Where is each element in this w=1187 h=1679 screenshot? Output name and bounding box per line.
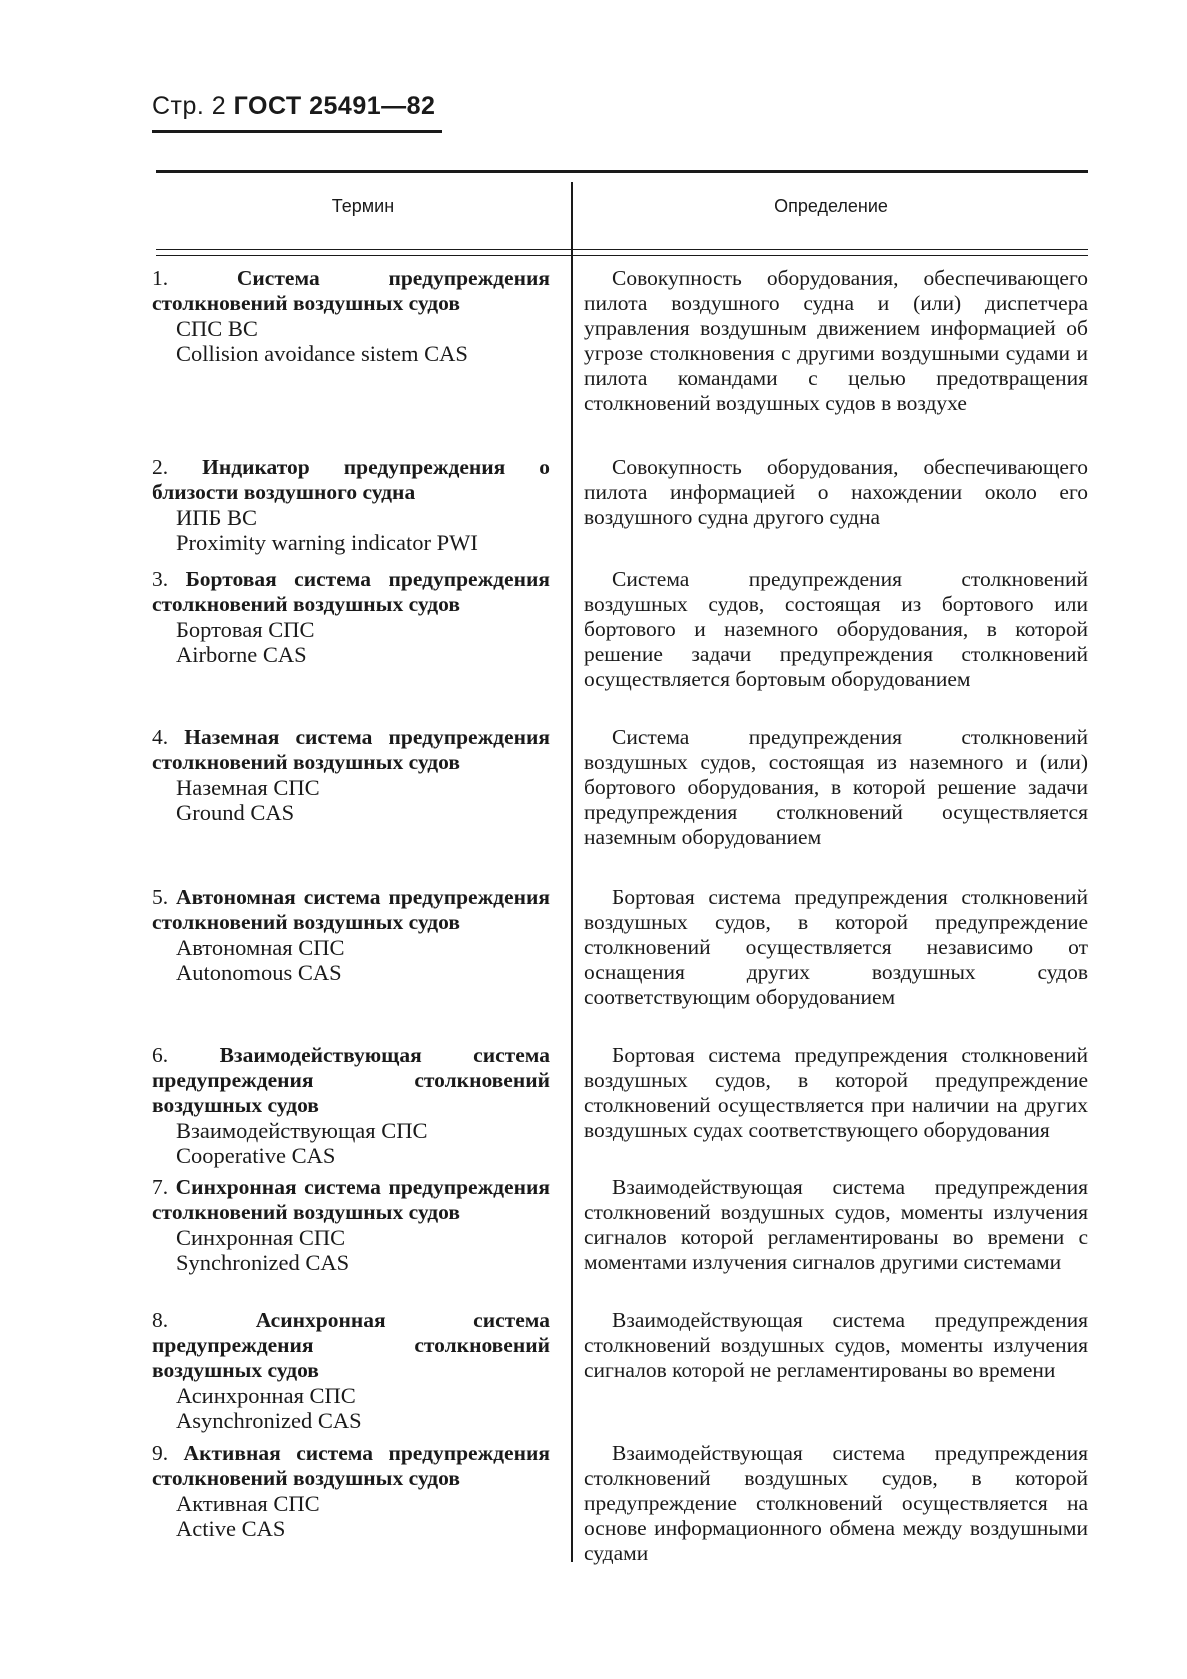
- term-title: [152, 266, 550, 316]
- column-header-term: Термин: [331, 196, 395, 216]
- definition-entry: [584, 885, 1088, 1010]
- term-english: Asynchronized CAS: [176, 1408, 362, 1433]
- term-number: 1.: [152, 266, 169, 290]
- term-abbreviation: Активная СПС: [176, 1491, 320, 1516]
- term-english: Autonomous CAS: [176, 960, 342, 985]
- term-english: Collision avoidance sistem CAS: [176, 341, 468, 366]
- term-title: [152, 567, 550, 617]
- term-entry: [152, 455, 550, 555]
- definition-text: Совокупность оборудования, обеспечивающего пилота информацией о нахождении около его воздушного судна другого судна: [584, 455, 1088, 529]
- term-name: Автономная система предупреждения столкновений воздушных судов: [152, 885, 551, 934]
- definition-entry: [584, 567, 1088, 692]
- term-entry: [152, 885, 550, 985]
- term-number: 9.: [152, 1441, 169, 1465]
- definition-text: Бортовая система предупреждения столкновений воздушных судов, в которой предупреждение столкновений осуществляется независимо от оснащения других воздушных судов соответствующим оборудованием: [584, 885, 1088, 1009]
- column-divider: [571, 182, 573, 1562]
- term-abbreviation: Асинхронная СПС: [176, 1383, 356, 1408]
- header-underline: [152, 130, 442, 133]
- term-title: [152, 455, 550, 505]
- term-number: 6.: [152, 1043, 169, 1067]
- term-entry: [152, 1441, 550, 1541]
- term-name: Индикатор предупреждения о близости воздушного судна: [152, 455, 551, 504]
- page-header: [152, 92, 435, 121]
- term-number: 5.: [152, 885, 169, 909]
- definition-text: Система предупреждения столкновений воздушных судов, состоящая из бортового или бортового и наземного оборудования, в которой решение задачи предупреждения столкновений осуществляется бортовым оборудованием: [584, 567, 1088, 691]
- term-name: Активная система предупреждения столкновений воздушных судов: [152, 1441, 550, 1490]
- term-abbreviation: Синхронная СПС: [176, 1225, 346, 1250]
- definition-text: Взаимодействующая система предупреждения столкновений воздушных судов, моменты излучения сигналов которой не регламентированы во времени: [584, 1308, 1088, 1382]
- term-abbreviation: Наземная СПС: [176, 775, 320, 800]
- term-entry: [152, 266, 550, 366]
- term-entry: [152, 567, 550, 667]
- term-name: Синхронная система предупреждения столкновений воздушных судов: [152, 1175, 550, 1224]
- term-entry: [152, 725, 550, 825]
- term-title: [152, 1175, 550, 1225]
- column-header-definition: Определение: [774, 196, 888, 216]
- definition-text: Взаимодействующая система предупреждения столкновений воздушных судов, в которой предупреждение столкновений осуществляется на основе информационного обмена между воздушными судами: [584, 1441, 1088, 1565]
- term-english: Active CAS: [176, 1516, 286, 1541]
- term-abbreviation: ИПБ ВС: [176, 505, 258, 530]
- definition-text: Бортовая система предупреждения столкновений воздушных судов, в которой предупреждение столкновений осуществляется при наличии на других воздушных судах соответствующего оборудования: [584, 1043, 1088, 1142]
- term-number: 2.: [152, 455, 169, 479]
- term-title: [152, 725, 550, 775]
- term-name: Система предупреждения столкновений воздушных судов: [152, 266, 550, 315]
- definition-text: Взаимодействующая система предупреждения столкновений воздушных судов, моменты излучения сигналов которой регламентированы во времени с моментами излучения сигналов другими системами: [584, 1175, 1088, 1274]
- term-english: Synchronized CAS: [176, 1250, 350, 1275]
- header-double-rule-top: [156, 249, 1088, 250]
- term-english: Proximity warning indicator PWI: [176, 530, 478, 555]
- definition-text: Система предупреждения столкновений воздушных судов, состоящая из наземного и (или) бортового оборудования, в которой решение задачи предупреждения столкновений осуществляется наземным оборудованием: [584, 725, 1088, 849]
- term-number: 3.: [152, 567, 169, 591]
- term-number: 7.: [152, 1175, 169, 1199]
- term-abbreviation: СПС ВС: [176, 316, 258, 341]
- term-title: [152, 885, 550, 935]
- term-title: [152, 1441, 550, 1491]
- term-name: Асинхронная система предупреждения столкновений воздушных судов: [152, 1308, 550, 1382]
- term-title: [152, 1308, 550, 1383]
- term-abbreviation: Взаимодействующая СПС: [176, 1118, 428, 1143]
- term-title: [152, 1043, 550, 1118]
- definition-text: Совокупность оборудования, обеспечивающего пилота воздушного судна и (или) диспетчера управления воздушным движением информацией об угрозе столкновения с другими воздушными судами и пилота командами с целью предотвращения столкновений воздушных судов в воздухе: [584, 266, 1088, 415]
- doc-code: ГОСТ 25491—82: [233, 92, 436, 120]
- header-double-rule-bottom: [156, 255, 1088, 256]
- definition-entry: [584, 1175, 1088, 1275]
- term-english: Ground CAS: [176, 800, 295, 825]
- term-name: Взаимодействующая система предупреждения столкновений воздушных судов: [152, 1043, 550, 1117]
- term-number: 8.: [152, 1308, 169, 1332]
- definition-entry: [584, 1043, 1088, 1143]
- table-top-rule: [156, 170, 1088, 173]
- definition-entry: [584, 725, 1088, 850]
- definition-entry: [584, 1441, 1088, 1566]
- term-number: 4.: [152, 725, 169, 749]
- definition-entry: [584, 455, 1088, 530]
- term-abbreviation: Автономная СПС: [176, 935, 345, 960]
- term-abbreviation: Бортовая СПС: [176, 617, 315, 642]
- term-entry: [152, 1175, 550, 1275]
- term-english: Airborne CAS: [176, 642, 307, 667]
- term-entry: [152, 1043, 550, 1168]
- term-english: Cooperative CAS: [176, 1143, 336, 1168]
- term-name: Бортовая система предупреждения столкновений воздушных судов: [152, 567, 551, 616]
- definition-entry: [584, 1308, 1088, 1383]
- page-label: Стр. 2: [152, 92, 227, 120]
- definition-entry: [584, 266, 1088, 416]
- term-entry: [152, 1308, 550, 1433]
- term-name: Наземная система предупреждения столкновений воздушных судов: [152, 725, 551, 774]
